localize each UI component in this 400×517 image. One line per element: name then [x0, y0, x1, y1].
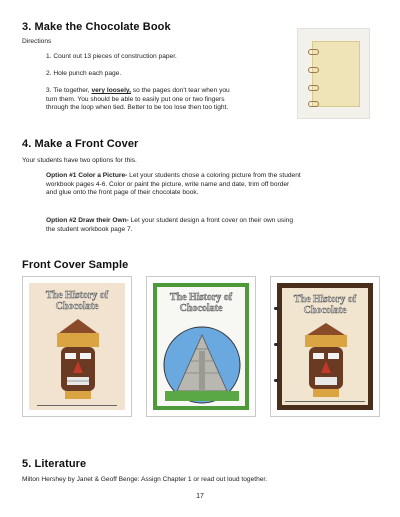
option-2-line1: Let your student design a front cover on their own using [128, 217, 294, 224]
cover-sample-3 [270, 276, 380, 417]
step-3 [46, 87, 296, 113]
step-3-emphasis: very loosely, [91, 87, 131, 94]
samples-heading: Front Cover Sample [22, 259, 129, 271]
cover-sample-2 [146, 276, 256, 417]
page-number: 17 [196, 493, 204, 500]
directions-label: Directions [22, 38, 52, 45]
chocolate-book-photo [297, 28, 370, 119]
string-loop [308, 67, 319, 73]
binding-ring [274, 379, 279, 382]
binding-ring [274, 343, 279, 346]
option-1 [46, 172, 376, 198]
cover-title-line1: The History of [293, 294, 357, 305]
option-1-line3: and glue onto the front page of their chocolate book. [46, 189, 199, 197]
step-3-line3: through the loop when tied. Better to be too lose then too tight. [46, 104, 229, 112]
section5-heading: 5. Literature [22, 458, 87, 470]
option-2-label: Option #2 Draw their Own- [46, 217, 129, 224]
cover-sample-1 [22, 276, 132, 417]
binding-ring [274, 307, 279, 310]
section5-text: Milton Hershey by Janet & Geoff Benge: Assign Chapter 1 or read out loud together. [22, 476, 268, 483]
string-loop [308, 101, 319, 107]
option-1-line1: Let your students chose a coloring picture from the student [127, 172, 301, 179]
cover-title-line1: The History of [169, 292, 233, 303]
step-3-line2: turn them. You should be able to easily put one or two fingers [46, 95, 225, 103]
cover-title-line2: Chocolate [55, 301, 99, 312]
cover-title-line2: Chocolate [179, 303, 223, 314]
option-1-label: Option #1 Color a Picture- [46, 172, 128, 179]
step-1: 1. Count out 13 pieces of construction paper. [46, 53, 177, 60]
string-loop [308, 49, 319, 55]
tiki-mask-illustration [277, 321, 375, 405]
section4-intro: Your students have two options for this. [22, 157, 137, 164]
name-date-line [285, 397, 365, 402]
step-3-rest: so the pages don't tear when you [130, 87, 230, 94]
step-3-prefix: 3. Tie together, [46, 87, 92, 94]
cover-title-line1: The History of [45, 290, 109, 301]
section4-heading: 4. Make a Front Cover [22, 138, 139, 150]
string-loop [308, 85, 319, 91]
name-date-line [37, 401, 117, 406]
cover-title-line2: Chocolate [303, 305, 347, 316]
step-2: 2. Hole punch each page. [46, 70, 122, 77]
option-2-line2: the student workbook page 7. [46, 225, 133, 233]
book-page [312, 41, 360, 107]
option-2 [46, 217, 376, 234]
section3-heading: 3. Make the Chocolate Book [22, 21, 171, 33]
tiki-mask-illustration [29, 317, 127, 407]
pyramid-illustration [157, 321, 247, 409]
option-1-line2: workbook pages 4-6. Color or paint the picture, write name and date, trim off border [46, 180, 290, 188]
